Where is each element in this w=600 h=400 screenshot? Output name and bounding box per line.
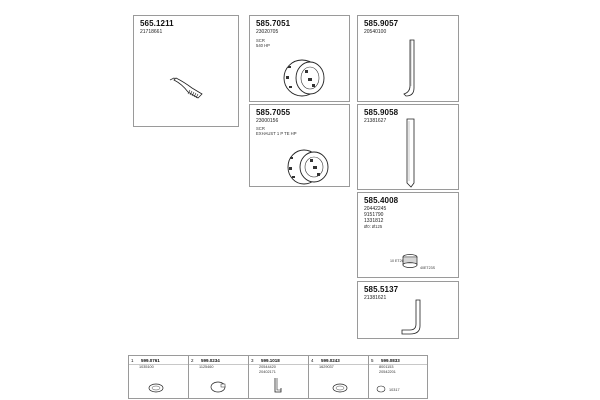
part-card-585-9058 bbox=[357, 104, 459, 190]
item-index: 1 bbox=[131, 358, 134, 363]
part-number: 599.1018 bbox=[261, 358, 280, 363]
part-number: 599.0234 bbox=[201, 358, 220, 363]
part-number: 585.7051 bbox=[256, 19, 291, 28]
reference-number: 21381627 bbox=[364, 118, 387, 124]
item-index: 4 bbox=[311, 358, 314, 363]
reference-number: 1125460 bbox=[199, 365, 214, 369]
accessory-item bbox=[189, 356, 249, 398]
scr-muffler-drawing bbox=[284, 147, 334, 187]
reference-number: 20442245 bbox=[364, 206, 387, 212]
part-card-585-5137 bbox=[357, 281, 459, 339]
part-number: 585.9057 bbox=[364, 19, 399, 28]
part-card-565-1211 bbox=[133, 15, 239, 127]
reference-number: 21381621 bbox=[364, 295, 387, 301]
reference-number: 20402171 bbox=[259, 370, 276, 374]
callout-label: 10317 bbox=[389, 388, 400, 392]
accessory-item bbox=[249, 356, 309, 398]
exhaust-stack-pipe-drawing bbox=[402, 38, 422, 100]
reference-number: 21718661 bbox=[140, 29, 163, 35]
part-number: 599.0243 bbox=[321, 358, 340, 363]
item-index: 2 bbox=[191, 358, 194, 363]
part-number: 585.9058 bbox=[364, 108, 399, 117]
item-index: 3 bbox=[251, 358, 254, 363]
part-card-585-9057 bbox=[357, 15, 459, 102]
note-line: SCR bbox=[256, 126, 265, 131]
part-card-585-7055 bbox=[249, 104, 350, 187]
reference-number: 23000156 bbox=[256, 118, 279, 124]
clamp-drawing bbox=[147, 382, 165, 394]
scr-muffler-drawing bbox=[280, 56, 330, 100]
part-number: 585.5137 bbox=[364, 285, 399, 294]
note-line: Ø0: Ø125 bbox=[364, 224, 383, 229]
clamp-drawing bbox=[375, 384, 387, 394]
part-number: 585.7055 bbox=[256, 108, 291, 117]
note-line: 540 HP bbox=[256, 43, 270, 48]
accessory-item bbox=[309, 356, 369, 398]
reference-number: 1035100 bbox=[139, 365, 154, 369]
reference-number: 1629037 bbox=[319, 365, 334, 369]
reference-number: 23020705 bbox=[256, 29, 279, 35]
callout-label: 10 ET26 bbox=[390, 259, 404, 263]
clamp-drawing bbox=[209, 380, 227, 394]
accessories-strip bbox=[128, 355, 428, 399]
part-card-585-7051 bbox=[249, 15, 350, 102]
exhaust-flex-pipe-drawing bbox=[164, 74, 214, 104]
reference-number: 8001153 bbox=[379, 365, 394, 369]
item-index: 5 bbox=[371, 358, 374, 363]
bent-exhaust-pipe-drawing bbox=[398, 298, 428, 338]
bracket-drawing bbox=[271, 376, 285, 396]
reference-number: 20540100 bbox=[364, 29, 387, 35]
note-line: EXHAUST 1 P TE HP bbox=[256, 131, 297, 136]
part-card-585-4008 bbox=[357, 192, 459, 278]
reference-number: 20542201 bbox=[379, 370, 396, 374]
part-number: 565.1211 bbox=[140, 19, 174, 28]
reference-number: 20544420 bbox=[259, 365, 276, 369]
clamp-drawing bbox=[331, 382, 349, 394]
reference-number: 9151790 bbox=[364, 212, 384, 218]
accessory-item bbox=[369, 356, 427, 398]
note-line: SCR bbox=[256, 38, 265, 43]
accessory-item bbox=[129, 356, 189, 398]
callout-label: 40ET23S bbox=[420, 266, 435, 270]
reference-number: 1331812 bbox=[364, 218, 384, 224]
part-number: 599.0833 bbox=[381, 358, 400, 363]
part-number: 585.4008 bbox=[364, 196, 399, 205]
part-number: 599.0761 bbox=[141, 358, 160, 363]
straight-tailpipe-drawing bbox=[404, 117, 418, 189]
